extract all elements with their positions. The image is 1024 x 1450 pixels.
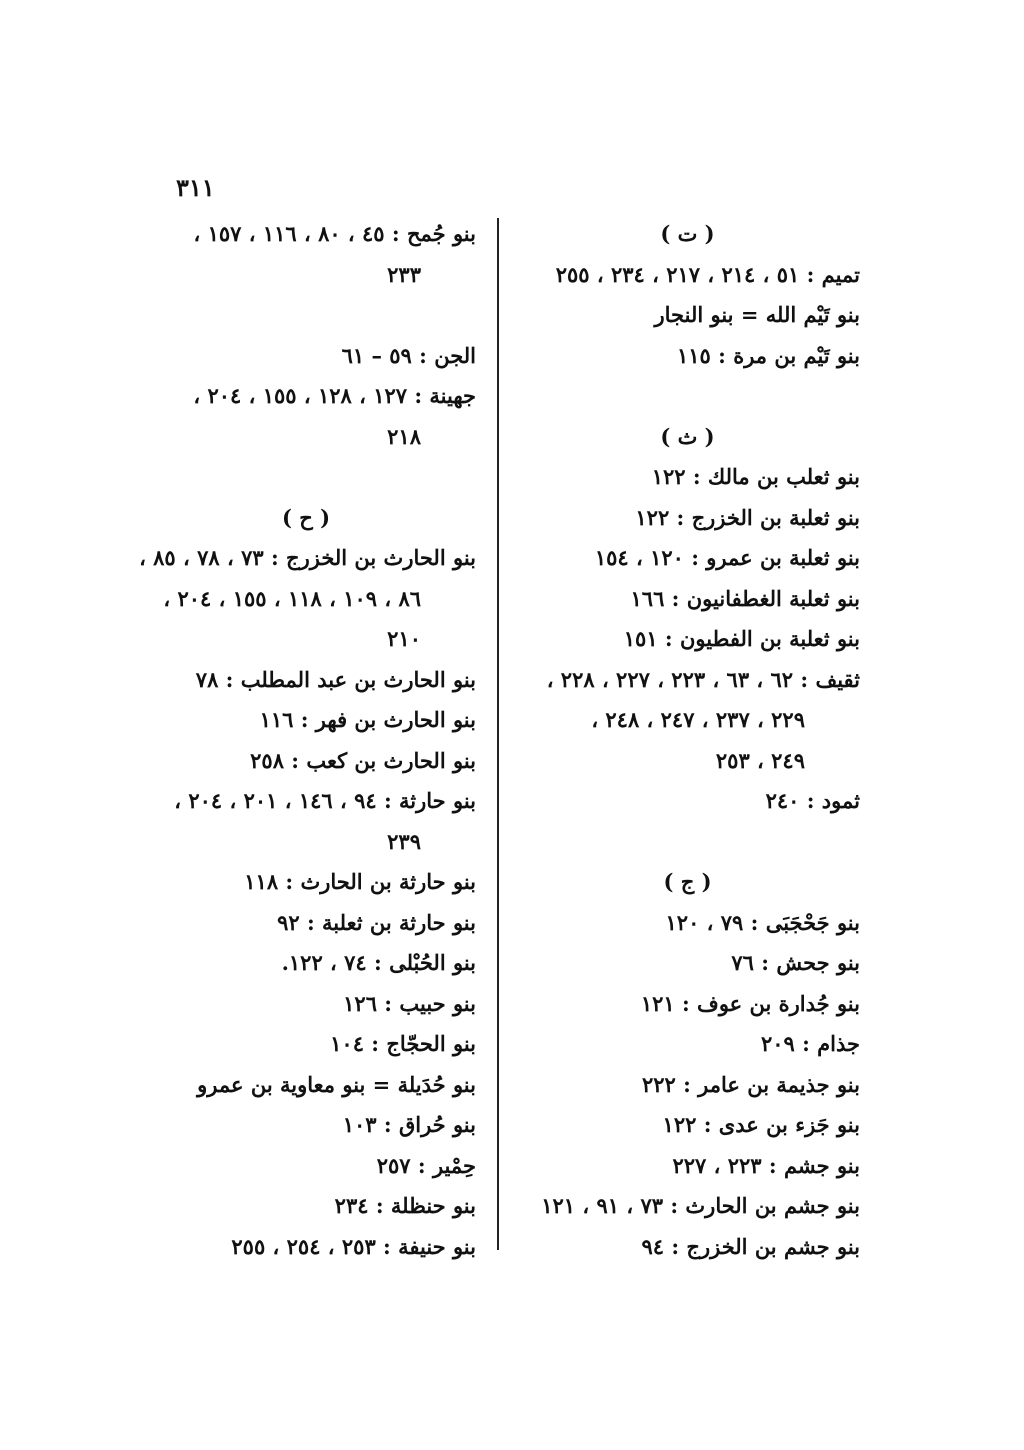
- section-spacer: [515, 376, 860, 417]
- section-spacer: [136, 457, 476, 498]
- index-entry: بنو حُدَيلة = بنو معاوية بن عمرو: [197, 1071, 476, 1097]
- column-divider: [497, 218, 499, 1250]
- index-entry: بنو حارثة بن ثعلبة : ٩٢: [277, 909, 476, 935]
- index-entry: بنو جذيمة بن عامر : ٢٢٢: [641, 1071, 860, 1097]
- index-entry-continuation: ٨٦ ، ١٠٩ ، ١١٨ ، ١٥٥ ، ٢٠٤ ،: [163, 585, 421, 611]
- index-entry: بنو جُدارة بن عوف : ١٢١: [640, 990, 860, 1016]
- index-entry: بنو جَحْجَبَى : ٧٩ ، ١٢٠: [665, 909, 860, 935]
- index-entry-continuation: ٢٤٩ ، ٢٥٣: [715, 747, 805, 773]
- index-entry: بنو الحارث بن فهر : ١١٦: [259, 707, 476, 732]
- section-letter-heading: ( ح ): [281, 504, 331, 530]
- index-entry: بنو جشم : ٢٢٣ ، ٢٢٧: [672, 1152, 860, 1178]
- index-entry: بنو ثعلبة بن الخزرج : ١٢٢: [635, 504, 860, 530]
- index-entry: بنو جشم بن الخزرج : ٩٤: [641, 1233, 860, 1259]
- section-letter-heading: ( ج ): [663, 869, 712, 894]
- index-entry: بنو تَيْم الله = بنو النجار: [654, 302, 860, 327]
- index-entry: جهينة : ١٢٧ ، ١٢٨ ، ١٥٥ ، ٢٠٤ ،: [193, 383, 476, 408]
- index-entry: بنو ثعلبة الغطفانيون : ١٦٦: [630, 585, 860, 611]
- index-entry: بنو حارثة : ٩٤ ، ١٤٦ ، ٢٠١ ، ٢٠٤ ،: [174, 788, 476, 813]
- page-number: ٣١١: [176, 173, 215, 202]
- index-entry-continuation: ٢٣٩: [387, 828, 421, 854]
- index-entry-continuation: ٢٢٩ ، ٢٣٧ ، ٢٤٧ ، ٢٤٨ ،: [591, 707, 805, 732]
- index-entry: الجن : ٥٩ – ٦١: [341, 342, 476, 368]
- index-entry: بنو الحارث بن الخزرج : ٧٣ ، ٧٨ ، ٨٥ ،: [139, 545, 476, 570]
- index-entry: بنو جشم بن الحارث : ٧٣ ، ٩١ ، ١٢١: [541, 1193, 860, 1218]
- index-entry: تميم : ٥١ ، ٢١٤ ، ٢١٧ ، ٢٣٤ ، ٢٥٥: [555, 261, 860, 287]
- index-entry: بنو حارثة بن الحارث : ١١٨: [244, 869, 476, 894]
- index-entry-continuation: ٢٣٣: [387, 261, 421, 287]
- index-column-right: [515, 214, 860, 1267]
- index-entry: بنو حنيفة : ٢٥٣ ، ٢٥٤ ، ٢٥٥: [231, 1233, 476, 1259]
- index-entry: بنو ثعلبة بن الفطيون : ١٥١: [623, 626, 860, 651]
- index-entry: جذام : ٢٠٩: [760, 1031, 860, 1056]
- index-entry: بنو جحش : ٧٦: [731, 950, 860, 975]
- index-entry: بنو تَيْم بن مرة : ١١٥: [676, 342, 860, 368]
- section-spacer: [136, 295, 476, 336]
- index-entry: بنو جَزء بن عدى : ١٢٢: [662, 1112, 860, 1137]
- index-entry-continuation: ٢١٠: [387, 626, 421, 651]
- index-entry: بنو الحارث بن كعب : ٢٥٨: [250, 747, 476, 773]
- index-entry: بنو جُمح : ٤٥ ، ٨٠ ، ١١٦ ، ١٥٧ ،: [193, 221, 476, 246]
- index-entry: ثقيف : ٦٢ ، ٦٣ ، ٢٢٣ ، ٢٢٧ ، ٢٢٨ ،: [546, 666, 860, 692]
- index-entry: بنو ثعلبة بن عمرو : ١٢٠ ، ١٥٤: [594, 545, 860, 570]
- index-entry: حِمْير : ٢٥٧: [376, 1152, 476, 1178]
- section-letter-heading: ( ت ): [660, 221, 715, 246]
- index-entry: بنو حنظلة : ٢٣٤: [334, 1193, 476, 1218]
- index-entry: بنو حبيب : ١٢٦: [343, 990, 476, 1016]
- index-column-left: [136, 214, 476, 1267]
- index-entry: ثمود : ٢٤٠: [765, 788, 860, 813]
- index-entry: بنو الحُبْلى : ٧٤ ، ١٢٢.: [281, 950, 476, 975]
- section-letter-heading: ( ث ): [660, 423, 715, 449]
- index-entry: بنو ثعلب بن مالك : ١٢٢: [651, 464, 860, 489]
- index-entry: بنو حُراق : ١٠٣: [342, 1112, 476, 1137]
- index-entry: بنو الحارث بن عبد المطلب : ٧٨: [195, 666, 476, 692]
- section-spacer: [515, 822, 860, 863]
- index-entry: بنو الحجّاج : ١٠٤: [330, 1031, 476, 1056]
- index-entry-continuation: ٢١٨: [387, 423, 421, 449]
